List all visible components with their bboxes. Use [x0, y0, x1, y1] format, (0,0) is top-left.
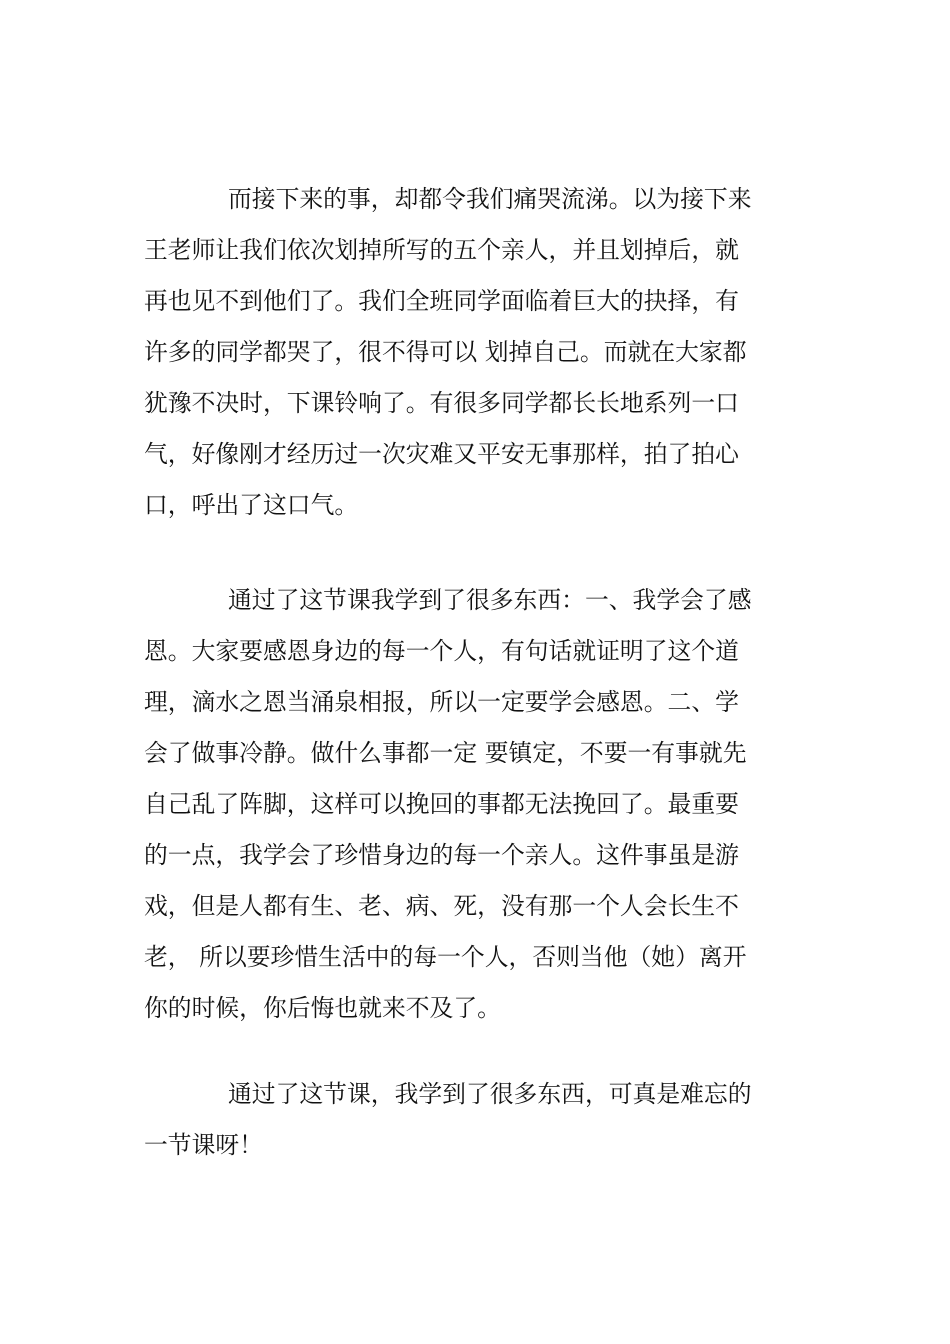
paragraph-line: 戏，但是人都有生、老、病、死，没有那一个人会长生不 [144, 892, 739, 920]
paragraph-line: 的一点，我学会了珍惜身边的每一个亲人。这件事虽是游 [144, 841, 739, 869]
paragraph-line: 再也见不到他们了。我们全班同学面临着巨大的抉择，有 [144, 287, 739, 315]
paragraph-line: 理，滴水之恩当涌泉相报，所以一定要学会感恩。二、学 [144, 688, 739, 716]
paragraph-line: 老， 所以要珍惜生活中的每一个人，否则当他（她）离开 [144, 943, 747, 971]
paragraph-line: 一节课呀！ [144, 1131, 263, 1159]
paragraph-line: 王老师让我们依次划掉所写的五个亲人，并且划掉后，就 [144, 236, 739, 264]
paragraph-line: 通过了这节课我学到了很多东西：一、我学会了感 [228, 586, 752, 614]
paragraph-line: 自己乱了阵脚，这样可以挽回的事都无法挽回了。最重要 [144, 790, 739, 818]
paragraph-line: 而接下来的事，却都令我们痛哭流涕。以为接下来 [228, 185, 752, 213]
paragraph-2 [144, 575, 810, 1034]
paragraph-line: 会了做事冷静。做什么事都一定 要镇定，不要一有事就先 [144, 739, 747, 767]
paragraph-line: 口，呼出了这口气。 [144, 491, 359, 519]
paragraph-line: 恩。大家要感恩身边的每一个人，有句话就证明了这个道 [144, 637, 739, 665]
paragraph-line: 气，好像刚才经历过一次灾难又平安无事那样，拍了拍心 [144, 440, 739, 468]
paragraph-line: 你的时候，你后悔也就来不及了。 [144, 994, 501, 1022]
paragraph-line: 通过了这节课，我学到了很多东西，可真是难忘的 [228, 1080, 752, 1108]
paragraph-line: 犹豫不决时，下课铃响了。有很多同学都长长地系列一口 [144, 389, 739, 417]
paragraph-1 [144, 174, 810, 531]
paragraph-3 [144, 1069, 810, 1171]
paragraph-line: 许多的同学都哭了，很不得可以 划掉自己。而就在大家都 [144, 338, 747, 366]
